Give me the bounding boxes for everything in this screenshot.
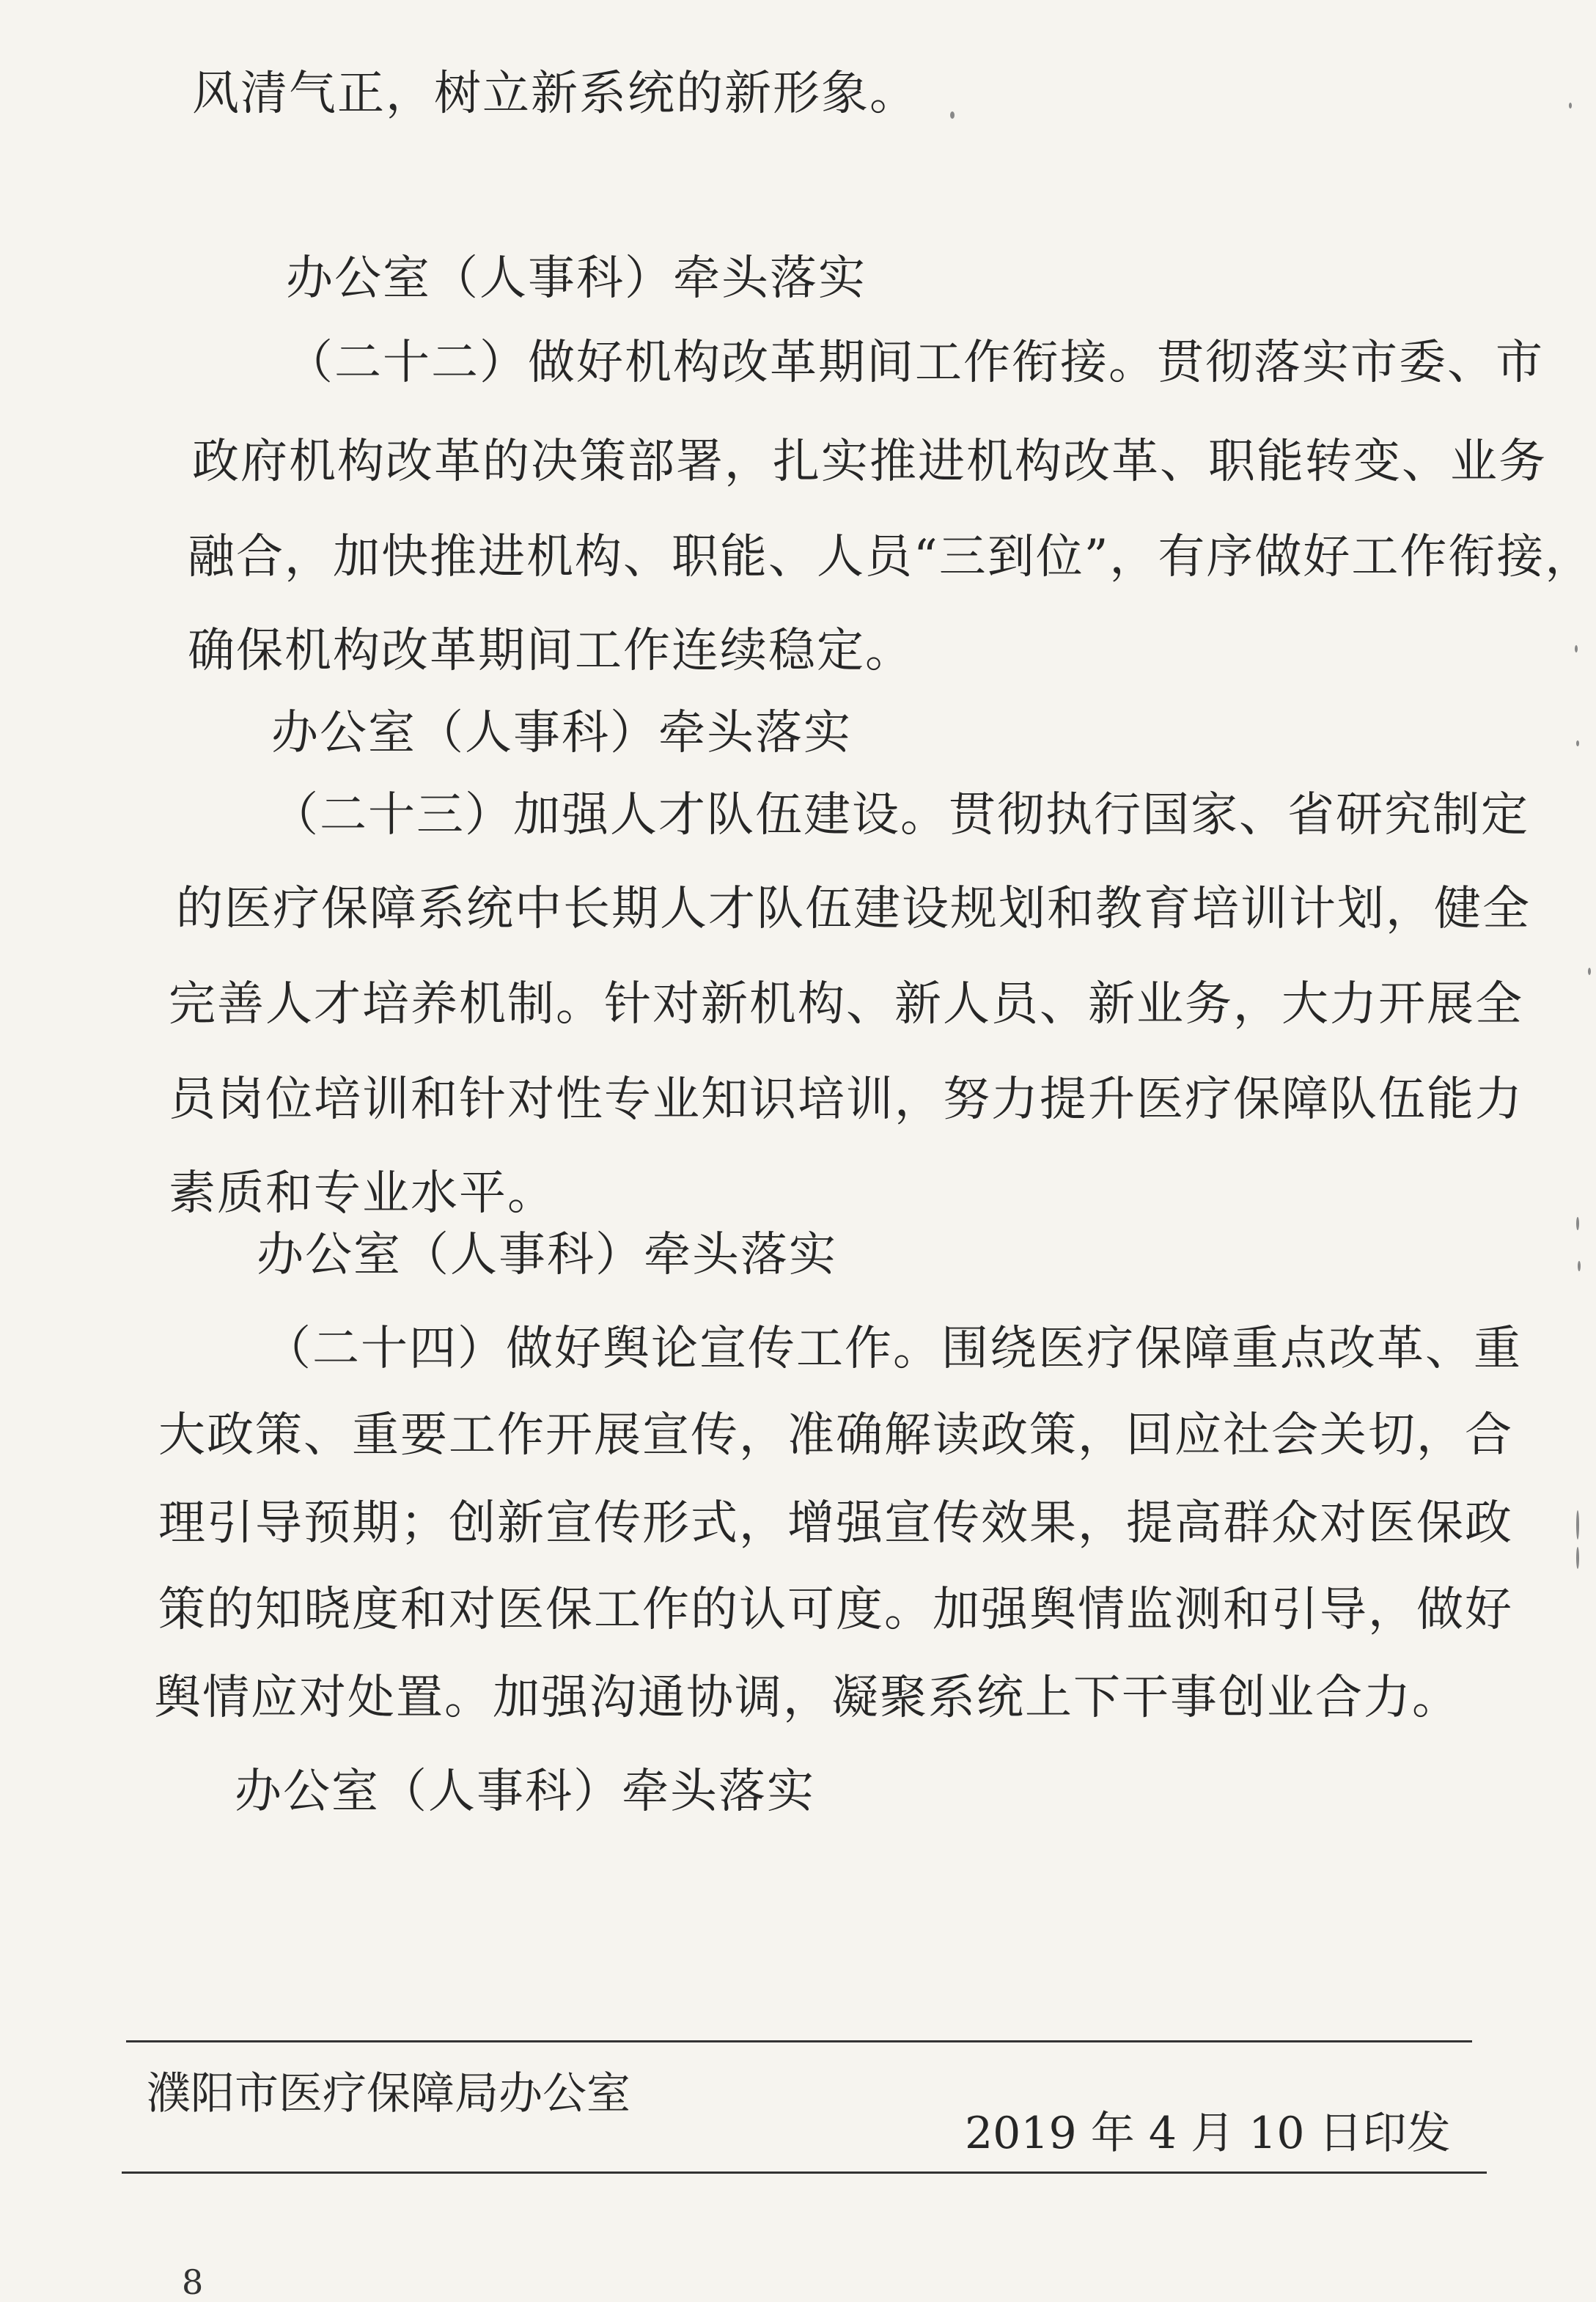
scan-speck bbox=[1578, 1261, 1581, 1271]
paragraph-line: 理引导预期；创新宣传形式，增强宣传效果，提高群众对医保政 bbox=[158, 1496, 1513, 1551]
paragraph-line: 员岗位培训和针对性专业知识培训，努力提升医疗保障队伍能力 bbox=[169, 1073, 1523, 1127]
paragraph-line: 完善人才培养机制。针对新机构、新人员、新业务，大力开展全 bbox=[169, 977, 1523, 1032]
paragraph-line: 风清气正，树立新系统的新形象。 bbox=[192, 67, 918, 121]
issue-date: 2019 年 4 月 10 日印发 bbox=[965, 2108, 1451, 2159]
scan-speck bbox=[1588, 968, 1591, 975]
paragraph-line: 政府机构改革的决策部署，扎实推进机构改革、职能转变、业务 bbox=[192, 435, 1547, 489]
paragraph-line: 确保机构改革期间工作连续稳定。 bbox=[188, 624, 913, 678]
scan-speck bbox=[1575, 645, 1578, 652]
section-heading-22: （二十二）做好机构改革期间工作衔接。贯彻落实市委、市 bbox=[286, 336, 1544, 390]
scan-speck bbox=[1576, 1217, 1579, 1230]
responsible-unit-line: 办公室（人事科）牵头落实 bbox=[271, 706, 852, 760]
scan-speck bbox=[1576, 1510, 1579, 1540]
page-number: 8 bbox=[182, 2262, 204, 2302]
responsible-unit-line: 办公室（人事科）牵头落实 bbox=[257, 1228, 837, 1282]
responsible-unit-line: 办公室（人事科）牵头落实 bbox=[235, 1765, 815, 1819]
scan-speck bbox=[950, 111, 955, 119]
scan-speck bbox=[1576, 1547, 1579, 1569]
paragraph-line: 舆情应对处置。加强沟通协调，凝聚系统上下干事创业合力。 bbox=[154, 1671, 1460, 1725]
section-heading-23: （二十三）加强人才队伍建设。贯彻执行国家、省研究制定 bbox=[271, 788, 1529, 842]
paragraph-line: 素质和专业水平。 bbox=[169, 1166, 556, 1221]
scan-speck bbox=[1569, 103, 1572, 109]
footer-top-rule bbox=[126, 2040, 1472, 2042]
section-heading-24: （二十四）做好舆论宣传工作。围绕医疗保障重点改革、重 bbox=[264, 1322, 1522, 1376]
scan-speck bbox=[1576, 740, 1579, 746]
paragraph-line: 策的知晓度和对医保工作的认可度。加强舆情监测和引导，做好 bbox=[158, 1583, 1513, 1637]
footer-bottom-rule bbox=[122, 2172, 1487, 2174]
paragraph-line: 的医疗保障系统中长期人才队伍建设规划和教育培训计划，健全 bbox=[176, 882, 1531, 936]
paragraph-line: 融合，加快推进机构、职能、人员“三到位”，有序做好工作衔接， bbox=[188, 530, 1594, 584]
issuer-name: 濮阳市医疗保障局办公室 bbox=[147, 2068, 630, 2119]
responsible-unit-line: 办公室（人事科）牵头落实 bbox=[286, 251, 867, 306]
paragraph-line: 大政策、重要工作开展宣传，准确解读政策，回应社会关切，合 bbox=[158, 1408, 1513, 1463]
